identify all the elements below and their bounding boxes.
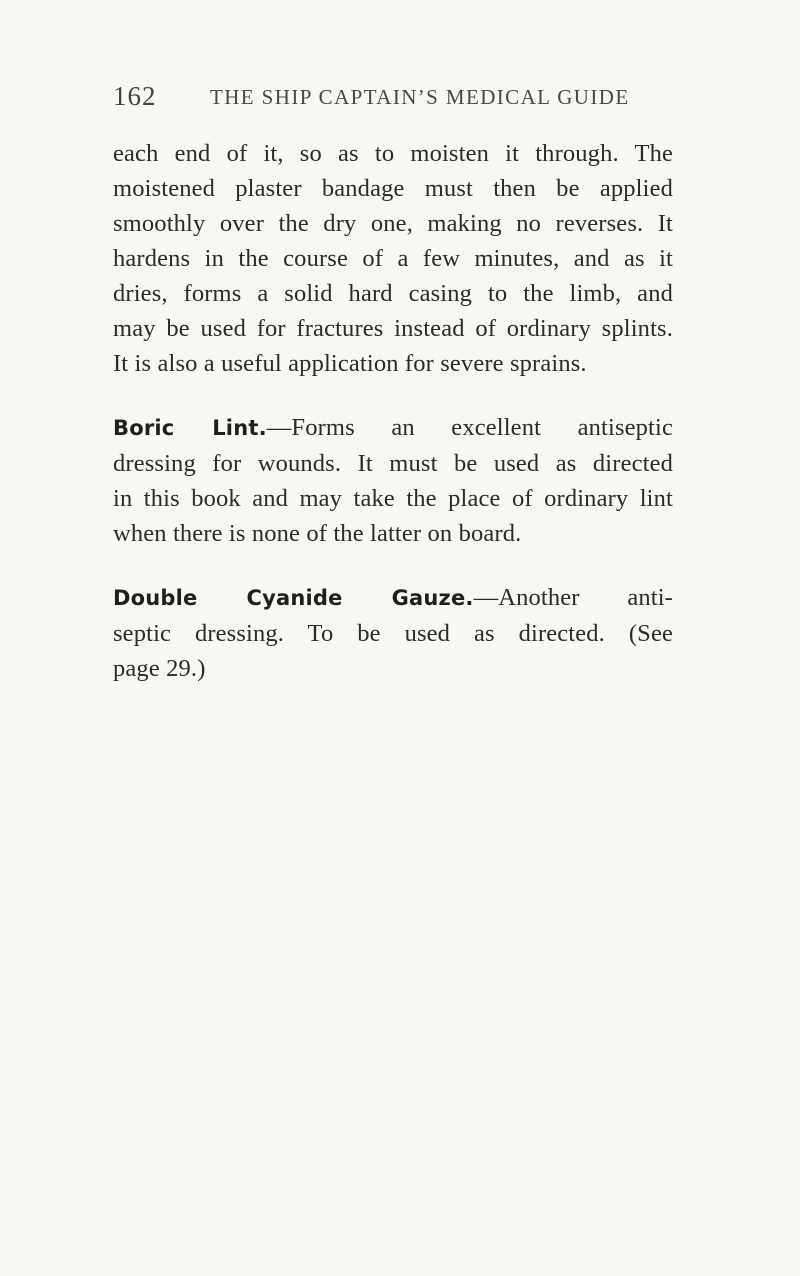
text-line bbox=[113, 410, 673, 446]
text-line: in this book and may take the place of ordinary lint bbox=[113, 485, 673, 512]
text-line: each end of it, so as to moisten it through. The bbox=[113, 140, 673, 167]
text-line: dressing for wounds. It must be used as directed bbox=[113, 450, 673, 477]
paragraph-boric-lint bbox=[113, 410, 673, 551]
running-head: THE SHIP CAPTAIN’S MEDICAL GUIDE bbox=[210, 85, 630, 109]
entry-description: —Another anti- bbox=[473, 584, 673, 611]
text-line: may be used for fractures instead of ordinary splints. bbox=[113, 315, 673, 342]
body-text bbox=[113, 136, 673, 715]
text-line: hardens in the course of a few minutes, and as it bbox=[113, 245, 673, 272]
entry-title: Boric Lint. bbox=[113, 416, 267, 440]
text-line: when there is none of the latter on board. bbox=[113, 520, 522, 547]
page-header bbox=[113, 78, 673, 114]
text-line: moistened plaster bandage must then be applied bbox=[113, 175, 673, 202]
paragraph-plaster-bandage bbox=[113, 136, 673, 381]
entry-title: Double Cyanide Gauze. bbox=[113, 586, 474, 610]
text-line: smoothly over the dry one, making no reverses. It bbox=[113, 210, 673, 237]
text-line bbox=[113, 580, 673, 616]
text-line: septic dressing. To be used as directed. (See bbox=[113, 620, 673, 647]
paragraph-double-cyanide-gauze bbox=[113, 580, 673, 686]
entry-description: —Forms an excellent antiseptic bbox=[266, 414, 673, 441]
page-number: 162 bbox=[113, 81, 157, 111]
text-line: It is also a useful application for severe sprains. bbox=[113, 350, 587, 377]
text-line: dries, forms a solid hard casing to the limb, and bbox=[113, 280, 673, 307]
text-line: page 29.) bbox=[113, 655, 206, 682]
